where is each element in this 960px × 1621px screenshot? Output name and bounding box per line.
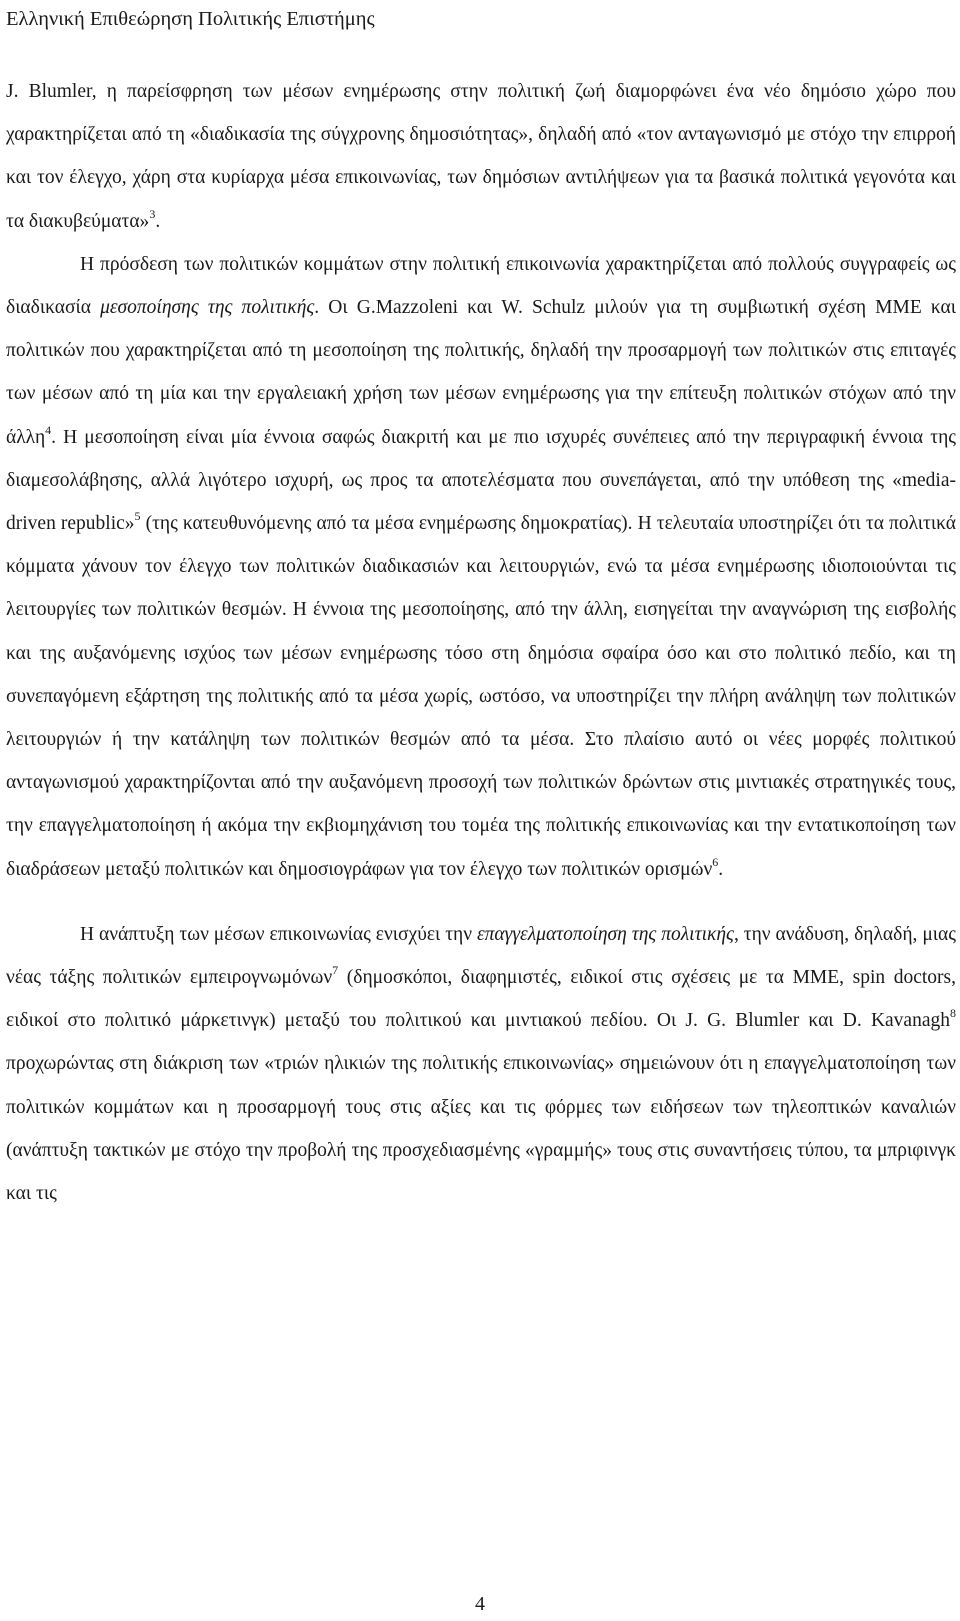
text-run: Η πρόσδεση των πολιτικών κομμάτων στην πολιτική επικοινωνία χαρακτηρίζεται από πολλούς συγγραφείς ως διαδικασία — [6, 253, 956, 319]
footnote-ref-8[interactable]: 8 — [950, 1006, 956, 1021]
footnote-ref-5[interactable]: 5 — [134, 509, 141, 524]
paragraph-1 — [6, 70, 956, 243]
emphasis-mesopoiisi: μεσοποίησης της πολιτικής — [100, 297, 315, 319]
footnote-ref-7[interactable]: 7 — [332, 963, 339, 978]
text-run: . Η μεσοποίηση είναι μία έννοια σαφώς διακριτή και με πιο ισχυρές συνέπειες από την περιγραφική έννοια της διαμεσολάβησης, αλλά λιγότερο ισχυρή, ως προς τα αποτελέσματα που συνεπάγεται, από την υπόθεση της «media-driven republic» — [6, 426, 956, 535]
text-run: . — [718, 858, 724, 880]
footnote-ref-6[interactable]: 6 — [712, 854, 719, 869]
paragraph-2 — [6, 243, 956, 891]
footnote-ref-3[interactable]: 3 — [149, 206, 156, 221]
text-run: Η ανάπτυξη των μέσων επικοινωνίας ενισχύει την — [80, 923, 477, 945]
footnote-ref-4[interactable]: 4 — [45, 422, 52, 437]
emphasis-epaggelmatopoiisi: επαγγελματοποίηση της πολιτικής — [476, 923, 734, 945]
text-run: (της κατευθυνόμενης από τα μέσα ενημέρωσης δημοκρατίας). Η τελευταία υποστηρίζει ότι τα πολιτικά κόμματα χάνουν τον έλεγχο των πολιτικών διαδικασιών και λειτουργιών, ενώ τα μέσα ενημέρωσης ιδιοποιούνται τις λειτουργίες των πολιτικών θεσμών. Η έννοια της μεσοποίησης, από την άλλη, εισηγείται την αναγνώριση της εισβολής και της αυξανόμενης ισχύος των μέσων ενημέρωσης τόσο στη δημόσια σφαίρα όσο και στο πολιτικό πεδίο, και τη συνεπαγόμενη εξάρτηση της πολιτικής από τα μέσα χωρίς, ωστόσο, να υποστηρίζει την πλήρη ανάληψη των πολιτικών λειτουργιών ή την κατάληψη των πολιτικών θεσμών από τα μέσα. Στο πλαίσιο αυτό οι νέες μορφές πολιτικού ανταγωνισμού χαρακτηρίζονται από την αυξανόμενη προσοχή των πολιτικών δρώντων στις μιντιακές στρατηγικές τους, την επαγγελματοποίηση ή ακόμα την εκβιομηχάνιση του τομέα της πολιτικής επικοινωνίας και την εντατικοποίηση των διαδράσεων μεταξύ πολιτικών και δημοσιογράφων για τον έλεγχο των πολιτικών ορισμών — [6, 513, 956, 880]
text-run: προχωρώντας στη διάκριση των «τριών ηλικιών της πολιτικής επικοινωνίας» σημειώνουν ότι η επαγγελματοποίηση των πολιτικών κομμάτων και η προσαρμογή τους στις αξίες και τις φόρμες των ειδήσεων των τηλεοπτικών καναλιών (ανάπτυξη τακτικών με στόχο την προβολή της προσχεδιασμένης «γραμμής» τους στις συναντήσεις τύπου, τα μπριφινγκ και τις — [6, 1053, 956, 1205]
paragraph-3 — [6, 913, 956, 1215]
page-number: 4 — [475, 1593, 485, 1615]
text-run: (δημοσκόποι, διαφημιστές, ειδικοί στις σχέσεις με τα ΜΜΕ, spin doctors, ειδικοί στο πολιτικό μάρκετινγκ) μεταξύ του πολιτικού και μιντιακού πεδίου. Οι J. G. Blumler και D. Kavanagh — [6, 967, 956, 1032]
text-run: . — [155, 210, 161, 232]
running-header: Ελληνική Επιθεώρηση Πολιτικής Επιστήμης — [6, 8, 375, 30]
text-run: , την ανάδυση, δηλαδή, μιας νέας τάξης πολιτικών εμπειρογνωμόνων — [6, 923, 956, 989]
text-run: J. Blumler, η παρείσφρηση των μέσων ενημέρωσης στην πολιτική ζωή διαμορφώνει ένα νέο δημόσιο χώρο που χαρακτηρίζεται από τη «διαδικασία της σύγχρονης δημοσιότητας», δηλαδή από «τον ανταγωνισμό με στόχο την επιρροή και τον έλεγχο, χάρη στα κυρίαρχα μέσα επικοινωνίας, των δημόσιων αντιλήψεων για τα βασικά πολιτικά γεγονότα και τα διακυβεύματα» — [6, 81, 956, 232]
body-text — [6, 70, 956, 1215]
text-run: . Οι G.Mazzoleni και W. Schulz μιλούν για τη συμβιωτική σχέση ΜΜΕ και πολιτικών που χαρακτηρίζεται από τη μεσοποίηση της πολιτικής, δηλαδή την προσαρμογή των πολιτικών στις επιταγές των μέσων από τη μία και την εργαλειακή χρήση των μέσων ενημέρωσης για την επίτευξη πολιτικών στόχων από την άλλη — [6, 297, 956, 448]
